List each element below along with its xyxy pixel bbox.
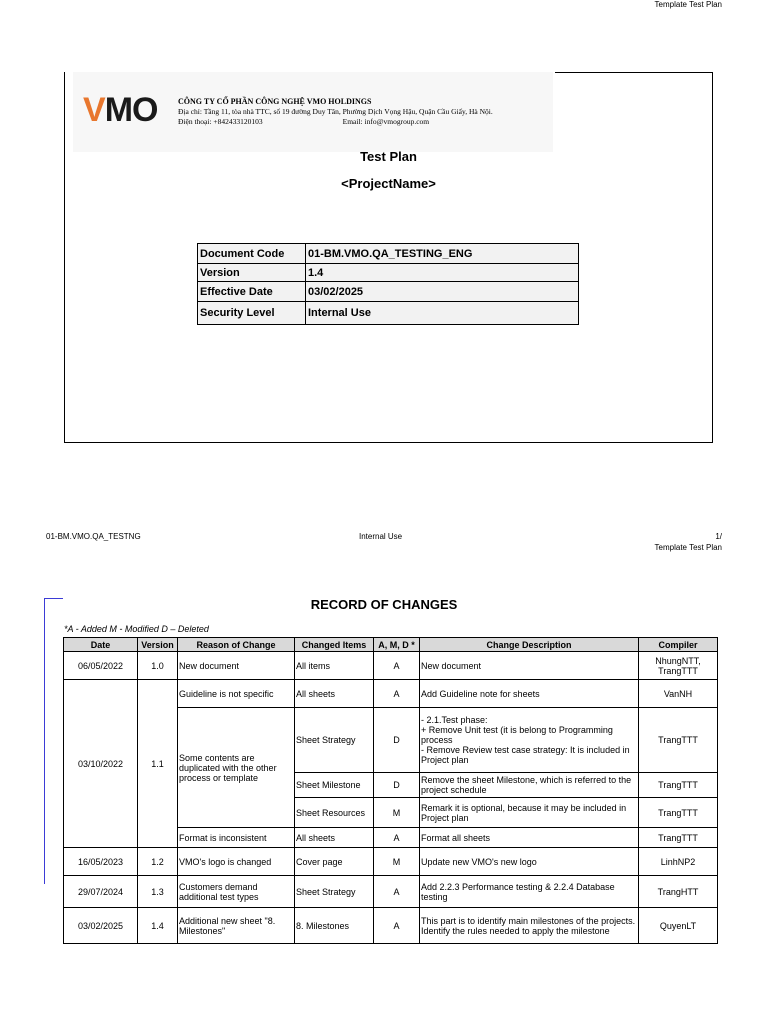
doc-info-value: 03/02/2025 bbox=[306, 282, 579, 302]
column-header: A, M, D * bbox=[374, 638, 420, 652]
cover-frame bbox=[64, 72, 713, 443]
cell-date: 29/07/2024 bbox=[64, 876, 138, 908]
cell-description: Remark it is optional, because it may be included in Project plan bbox=[420, 798, 639, 828]
cell-date: 06/05/2022 bbox=[64, 652, 138, 680]
doc-info-value: 1.4 bbox=[306, 264, 579, 282]
cell-items: Cover page bbox=[295, 848, 374, 876]
cell-reason: Some contents are duplicated with the other process or template bbox=[178, 708, 295, 828]
document-title: Test Plan bbox=[360, 149, 417, 164]
cell-date: 16/05/2023 bbox=[64, 848, 138, 876]
column-header: Reason of Change bbox=[178, 638, 295, 652]
cell-amd: A bbox=[374, 652, 420, 680]
cell-description: Add 2.2.3 Performance testing & 2.2.4 Database testing bbox=[420, 876, 639, 908]
cell-items: All sheets bbox=[295, 680, 374, 708]
company-email: Email: info@vmogroup.com bbox=[342, 117, 430, 126]
column-header: Compiler bbox=[639, 638, 718, 652]
cell-compiler: TrangTTT bbox=[639, 798, 718, 828]
cell-amd: A bbox=[374, 680, 420, 708]
cell-reason: Customers demand additional test types bbox=[178, 876, 295, 908]
doc-info-value: 01-BM.VMO.QA_TESTING_ENG bbox=[306, 244, 579, 264]
cell-version: 1.3 bbox=[138, 876, 178, 908]
company-phone: Điện thoại: +842433120103 bbox=[178, 117, 263, 126]
cell-compiler: QuyenLT bbox=[639, 908, 718, 944]
selection-bracket bbox=[44, 598, 63, 884]
cell-amd: M bbox=[374, 848, 420, 876]
record-of-changes-table bbox=[63, 637, 718, 944]
cell-compiler: TrangHTT bbox=[639, 876, 718, 908]
cell-items: Sheet Strategy bbox=[295, 708, 374, 773]
cell-description: Format all sheets bbox=[420, 828, 639, 848]
cell-items: All items bbox=[295, 652, 374, 680]
change-legend: *A - Added M - Modified D – Deleted bbox=[64, 624, 209, 634]
cell-items: All sheets bbox=[295, 828, 374, 848]
column-header: Changed Items bbox=[295, 638, 374, 652]
document-info-table bbox=[197, 243, 579, 325]
cell-items: Sheet Milestone bbox=[295, 773, 374, 798]
table-row bbox=[64, 876, 718, 908]
cell-reason: VMO's logo is changed bbox=[178, 848, 295, 876]
footer-security: Internal Use bbox=[359, 532, 403, 541]
cell-description: Update new VMO's new logo bbox=[420, 848, 639, 876]
company-info bbox=[178, 97, 493, 127]
table-row bbox=[64, 848, 718, 876]
doc-info-key: Version bbox=[198, 264, 306, 282]
cell-amd: A bbox=[374, 908, 420, 944]
cell-amd: D bbox=[374, 773, 420, 798]
cell-reason: Guideline is not specific bbox=[178, 680, 295, 708]
company-header bbox=[73, 72, 553, 152]
cell-version: 1.1 bbox=[138, 680, 178, 848]
doc-info-key: Effective Date bbox=[198, 282, 306, 302]
cell-compiler: TrangTTT bbox=[639, 828, 718, 848]
cell-items: 8. Milestones bbox=[295, 908, 374, 944]
cell-date: 03/02/2025 bbox=[64, 908, 138, 944]
project-name: <ProjectName> bbox=[341, 176, 436, 191]
cell-description: This part is to identify main milestones of the projects. Identify the rules needed to apply the milestone bbox=[420, 908, 639, 944]
cell-compiler: NhungNTT, TrangTTT bbox=[639, 652, 718, 680]
doc-info-key: Document Code bbox=[198, 244, 306, 264]
cell-description: Remove the sheet Milestone, which is referred to the project schedule bbox=[420, 773, 639, 798]
table-row bbox=[64, 908, 718, 944]
cell-amd: A bbox=[374, 876, 420, 908]
cell-compiler: LinhNP2 bbox=[639, 848, 718, 876]
cell-items: Sheet Strategy bbox=[295, 876, 374, 908]
column-header: Version bbox=[138, 638, 178, 652]
cell-amd: D bbox=[374, 708, 420, 773]
page-header-right: Template Test Plan bbox=[654, 0, 722, 9]
cell-version: 1.2 bbox=[138, 848, 178, 876]
cell-reason: New document bbox=[178, 652, 295, 680]
cell-reason: Format is inconsistent bbox=[178, 828, 295, 848]
cell-date: 03/10/2022 bbox=[64, 680, 138, 848]
vmo-logo: VMO bbox=[83, 91, 158, 129]
company-address: Địa chỉ: Tầng 11, tòa nhà TTC, số 19 đường Duy Tân, Phường Dịch Vọng Hậu, Quận Cầu Giấy, Hà Nội. bbox=[178, 107, 493, 116]
column-header: Change Description bbox=[420, 638, 639, 652]
table-row bbox=[64, 680, 718, 708]
cell-version: 1.0 bbox=[138, 652, 178, 680]
doc-info-key: Security Level bbox=[198, 302, 306, 325]
cell-description: Add Guideline note for sheets bbox=[420, 680, 639, 708]
record-of-changes-title: RECORD OF CHANGES bbox=[310, 597, 458, 612]
doc-info-value: Internal Use bbox=[306, 302, 579, 325]
column-header: Date bbox=[64, 638, 138, 652]
cell-reason: Additional new sheet "8. Milestones" bbox=[178, 908, 295, 944]
cell-compiler: TrangTTT bbox=[639, 773, 718, 798]
table-header-row bbox=[64, 638, 718, 652]
cell-items: Sheet Resources bbox=[295, 798, 374, 828]
cell-amd: M bbox=[374, 798, 420, 828]
page-header-right: Template Test Plan bbox=[654, 543, 722, 552]
cell-compiler: TrangTTT bbox=[639, 708, 718, 773]
cell-amd: A bbox=[374, 828, 420, 848]
company-name: CÔNG TY CỔ PHẦN CÔNG NGHỆ VMO HOLDINGS bbox=[178, 97, 372, 106]
table-row bbox=[64, 652, 718, 680]
cell-description: - 2.1.Test phase: + Remove Unit test (it is belong to Programming process - Remove Review test case strategy: It is included in Project plan bbox=[420, 708, 639, 773]
footer-doc-code: 01-BM.VMO.QA_TESTNG bbox=[46, 532, 141, 541]
cell-version: 1.4 bbox=[138, 908, 178, 944]
cell-compiler: VanNH bbox=[639, 680, 718, 708]
cover-top-border bbox=[555, 72, 713, 73]
footer-page-number: 1/ bbox=[715, 532, 722, 541]
cell-description: New document bbox=[420, 652, 639, 680]
